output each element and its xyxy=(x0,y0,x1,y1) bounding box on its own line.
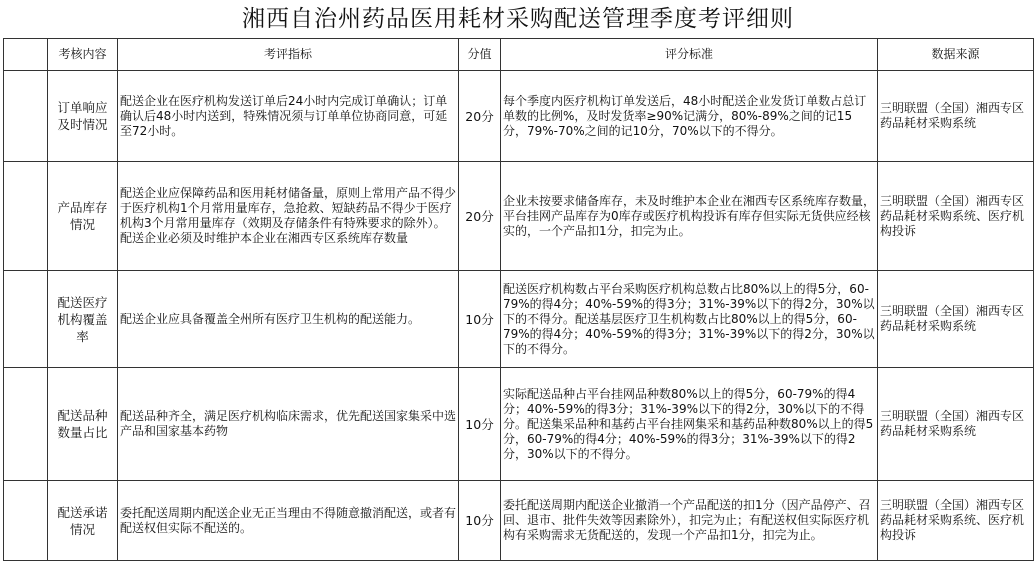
category-cell: 配送医疗机构覆盖率 xyxy=(48,271,118,368)
standard-cell: 配送医疗机构数占平台采购医疗机构总数占比80%以上的得5分，60-79%的得4分；40%-59%的得3分；31%-39%以下的得2分，30%以下的不得分。配送基层医疗卫生机构数占比80%以上的得5分，60-79%的得4分；40%-59%的得3分；31%-39%以下的得2分，30%以下的不得分。 xyxy=(501,271,878,368)
score-cell: 10分 xyxy=(459,481,501,561)
indicator-cell: 委托配送周期内配送企业无正当理由不得随意撤消配送，或者有配送权但实际不配送的。 xyxy=(118,481,459,561)
category-cell: 订单响应及时情况 xyxy=(48,71,118,162)
row-index-cell xyxy=(4,481,48,561)
source-cell: 三明联盟（全国）湘西专区药品耗材采购系统、医疗机构投诉 xyxy=(878,481,1034,561)
score-cell: 10分 xyxy=(459,271,501,368)
header-score: 分值 xyxy=(459,39,501,71)
row-index-cell xyxy=(4,71,48,162)
score-cell: 10分 xyxy=(459,368,501,481)
table-row xyxy=(4,71,1034,162)
page-title: 湘西自治州药品医用耗材采购配送管理季度考评细则 xyxy=(242,6,794,32)
category-cell: 配送品种数量占比 xyxy=(48,368,118,481)
table-row xyxy=(4,271,1034,368)
score-cell: 20分 xyxy=(459,71,501,162)
table-header-row xyxy=(4,39,1034,71)
category-cell: 配送承诺情况 xyxy=(48,481,118,561)
table-row xyxy=(4,162,1034,271)
evaluation-table xyxy=(3,38,1034,561)
header-source: 数据来源 xyxy=(878,39,1034,71)
standard-cell: 实际配送品种占平台挂网品种数80%以上的得5分，60-79%的得4分；40%-59%的得3分；31%-39%以下的得2分，30%以下的不得分。配送集采品种和基药占平台挂网集采和基药品种数80%以上的得5分，60-79%的得4分；40%-59%的得3分；31%-39%以下的得2分，30%以下的不得分。 xyxy=(501,368,878,481)
category-cell: 产品库存情况 xyxy=(48,162,118,271)
source-cell: 三明联盟（全国）湘西专区药品耗材采购系统 xyxy=(878,368,1034,481)
standard-cell: 委托配送周期内配送企业撤消一个产品配送的扣1分（因产品停产、召回、退市、批件失效等因素除外），扣完为止；有配送权但实际医疗机构有采购需求无货配送的，发现一个产品扣1分，扣完为止。 xyxy=(501,481,878,561)
header-standard: 评分标准 xyxy=(501,39,878,71)
table-row xyxy=(4,481,1034,561)
row-index-cell xyxy=(4,368,48,481)
indicator-cell: 配送企业应保障药品和医用耗材储备量，原则上常用产品不得少于医疗机构1个月常用量库存，急抢救、短缺药品不得少于医疗机构3个月常用量库存（效期及存储条件有特殊要求的除外）。配送企业必须及时维护本企业在湘西专区系统库存数量 xyxy=(118,162,459,271)
row-index-cell xyxy=(4,162,48,271)
score-cell: 20分 xyxy=(459,162,501,271)
table-row xyxy=(4,368,1034,481)
indicator-cell: 配送品种齐全，满足医疗机构临床需求，优先配送国家集采中选产品和国家基本药物 xyxy=(118,368,459,481)
source-cell: 三明联盟（全国）湘西专区药品耗材采购系统、医疗机构投诉 xyxy=(878,162,1034,271)
header-category: 考核内容 xyxy=(48,39,118,71)
header-indicator: 考评指标 xyxy=(118,39,459,71)
header-blank xyxy=(4,39,48,71)
indicator-cell: 配送企业应具备覆盖全州所有医疗卫生机构的配送能力。 xyxy=(118,271,459,368)
source-cell: 三明联盟（全国）湘西专区药品耗材采购系统 xyxy=(878,71,1034,162)
standard-cell: 企业未按要求储备库存，未及时维护本企业在湘西专区系统库存数量，平台挂网产品库存为0库存或医疗机构投诉有库存但实际无货供应经核实的，一个产品扣1分，扣完为止。 xyxy=(501,162,878,271)
indicator-cell: 配送企业在医疗机构发送订单后24小时内完成订单确认；订单确认后48小时内送到，特殊情况须与订单单位协商同意，可延至72小时。 xyxy=(118,71,459,162)
source-cell: 三明联盟（全国）湘西专区药品耗材采购系统 xyxy=(878,271,1034,368)
standard-cell: 每个季度内医疗机构订单发送后，48小时配送企业发货订单数占总订单数的比例%，及时发货率≥90%记满分，80%-89%之间的记15分，79%-70%之间的记10分，70%以下的不得分。 xyxy=(501,71,878,162)
row-index-cell xyxy=(4,271,48,368)
